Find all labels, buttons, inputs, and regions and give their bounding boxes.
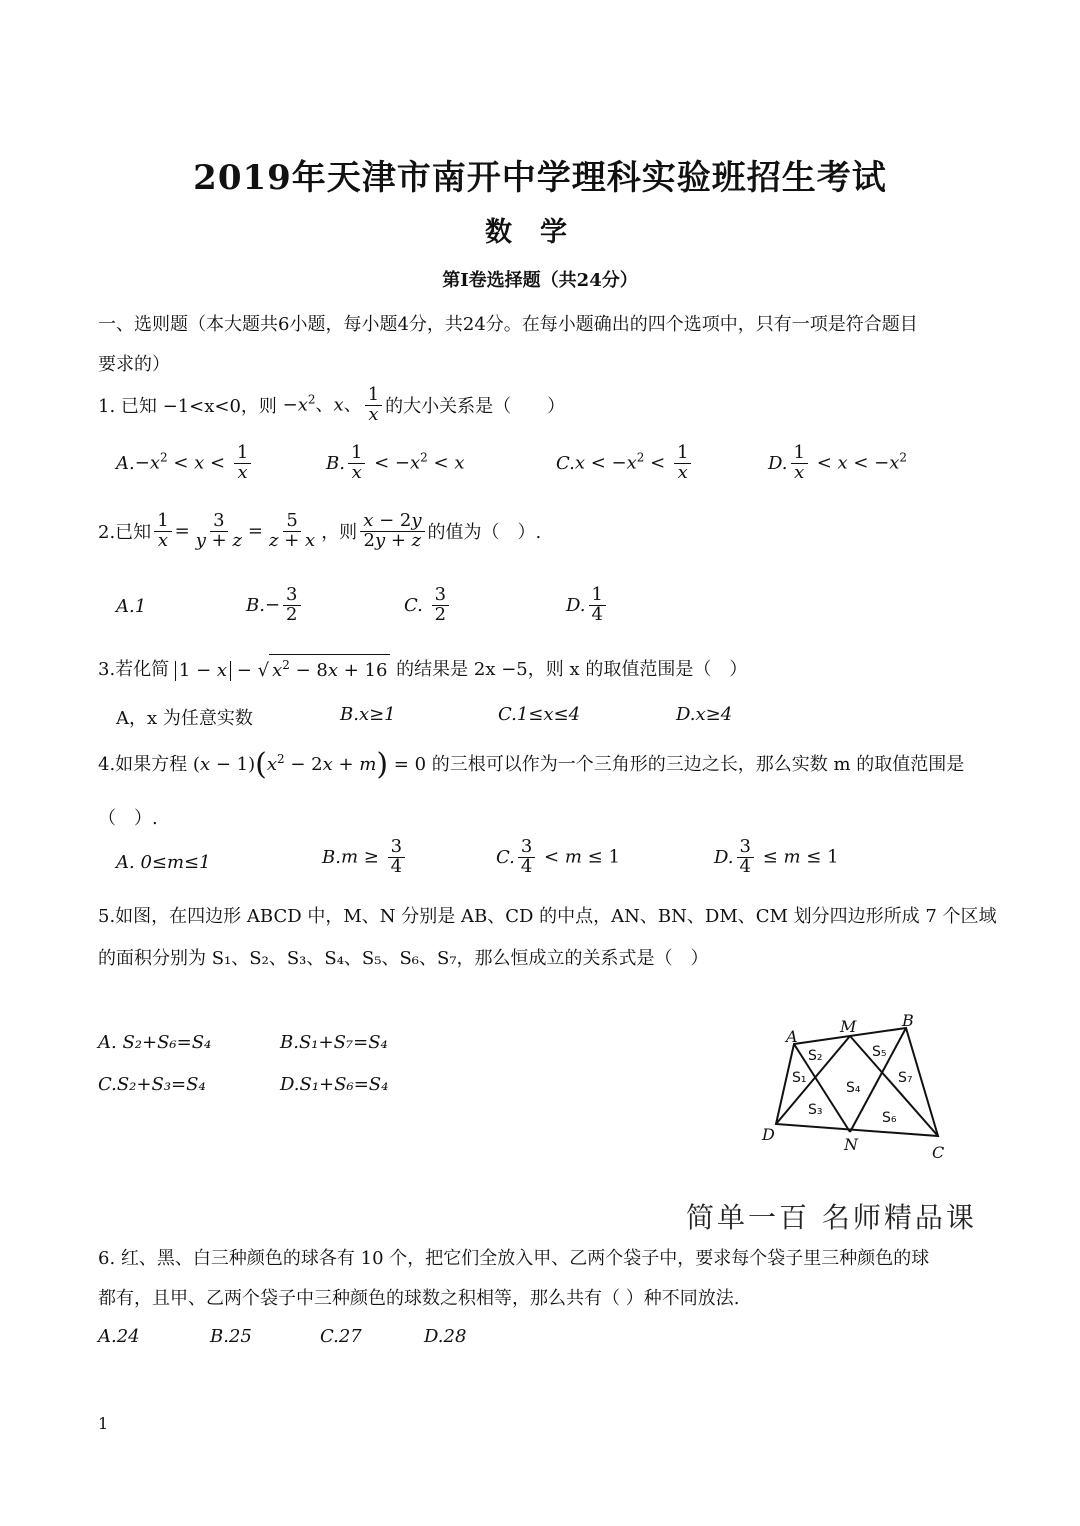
label-s5: S₅ xyxy=(872,1044,887,1060)
q1-option-d-label: D. xyxy=(768,452,788,474)
q3-option-b[interactable] xyxy=(340,704,396,725)
question-2-stem xyxy=(98,512,541,551)
q5-option-a-label: A. S₂+S₆=S₄ xyxy=(98,1032,212,1053)
q1-option-c[interactable]: C. $x < -x^2$ < $\frac{1}{x}$ xyxy=(556,444,694,483)
question-5-line-1: 5.如图，在四边形 ABCD 中，M、N 分别是 AB、CD 的中点，AN、BN、DM、CM 划分四边形所成 7 个区域 xyxy=(98,906,997,927)
q2-prefix: 2.已知 xyxy=(98,522,152,544)
q5-option-c[interactable] xyxy=(98,1074,206,1095)
q4-option-b-label: B. xyxy=(322,846,341,868)
subject-heading: 数学 xyxy=(485,217,595,248)
label-s4: S₄ xyxy=(846,1080,861,1096)
instructions-line-1: 一、选则题（本大题共6小题，每小题4分，共24分。在每小题确出的四个选项中，只有一项是符合题目 xyxy=(98,314,918,335)
q2-option-b-label: B. xyxy=(246,594,265,616)
question-6-line-1: 6. 红、黑、白三种颜色的球各有 10 个，把它们全放入甲、乙两个袋子中，要求每个袋子里三种颜色的球 xyxy=(98,1248,930,1269)
q4-expr: $(x - 1)(x^2 - 2x + m) = 0$ xyxy=(187,746,432,782)
question-1-stem xyxy=(98,386,565,425)
q2-option-c-label: C. xyxy=(404,594,423,616)
q3-suffix: 的结果是 2x −5，则 x 的取值范围是（ ） xyxy=(396,658,748,680)
q1-option-c-label: C. xyxy=(556,452,575,474)
q4-option-b[interactable]: B. m ≥ $\frac{3}{4}$ xyxy=(322,838,408,877)
q2-suffix: 的值为（ ）. xyxy=(427,522,542,544)
page-number: 1 xyxy=(98,1414,109,1433)
instructions-line-2: 要求的） xyxy=(98,354,170,375)
q2-then: ，则 xyxy=(321,522,358,544)
q4-option-c-label: C. xyxy=(496,846,515,868)
q2-option-a[interactable] xyxy=(116,596,146,617)
label-d: D xyxy=(762,1125,775,1144)
q5-option-b[interactable] xyxy=(280,1032,388,1053)
q1-prefix: 1. 已知 −1<x<0，则 xyxy=(98,396,277,418)
q4-option-d[interactable]: D. $\frac{3}{4}$ ≤ m ≤ 1 xyxy=(714,836,839,877)
q2-option-d-label: D. xyxy=(566,594,586,616)
q6-option-d[interactable] xyxy=(424,1326,466,1347)
q3-option-b-label: B.x≥1 xyxy=(340,704,396,725)
q4-option-c[interactable]: C. $\frac{3}{4}$ < m ≤ 1 xyxy=(496,836,620,877)
q3-option-d[interactable] xyxy=(676,704,732,725)
q6-option-c-label: C.27 xyxy=(320,1326,362,1347)
label-s6: S₆ xyxy=(882,1110,897,1126)
q2-option-c[interactable]: C. $\frac{3}{2}$ xyxy=(404,586,452,625)
q3-option-c[interactable] xyxy=(498,704,580,725)
q2-target: $\frac{x - 2y}{2y + z}$ xyxy=(357,512,427,551)
label-a: A xyxy=(786,1027,798,1046)
q2-expr: $\frac{1}{x}$ = $\frac{3}{y + z}$ = $\frac{5}{z + x}$ xyxy=(151,512,321,551)
q3-option-a[interactable] xyxy=(116,704,253,730)
q5-option-a[interactable] xyxy=(98,1032,211,1053)
q1-option-a-label: A. xyxy=(116,452,135,474)
label-c: C xyxy=(932,1143,945,1162)
question-3-stem xyxy=(98,654,747,681)
label-m: M xyxy=(840,1017,857,1036)
q1-expr: $-x^2$、x、 $\frac{1}{x}$ xyxy=(277,386,385,425)
watermark-text: 简单一百 名师精品课 xyxy=(686,1201,977,1234)
section-heading: 第I卷选择题（共24分） xyxy=(442,270,638,291)
q6-option-a-label: A.24 xyxy=(98,1326,140,1347)
q4-option-a[interactable] xyxy=(116,852,211,873)
q4-line-2: （ ）. xyxy=(98,808,158,829)
label-b: B xyxy=(902,1011,914,1030)
label-s1: S₁ xyxy=(792,1070,807,1086)
q6-option-c[interactable] xyxy=(320,1326,362,1347)
q3-prefix: 3.若化简 xyxy=(98,658,170,680)
question-6-line-2: 都有，且甲、乙两个袋子中三种颜色的球数之积相等，那么共有（ ）种不同放法. xyxy=(98,1288,740,1309)
q4-option-d-label: D. xyxy=(714,846,734,868)
q1-option-b[interactable]: B. $\frac{1}{x}$ < $-x^2 < x$ xyxy=(326,442,465,483)
label-s7: S₇ xyxy=(898,1070,913,1086)
q1-option-b-label: B. xyxy=(326,452,345,474)
q2-option-a-label: A.1 xyxy=(116,596,147,617)
q1-mid: 的大小关系是（ ） xyxy=(385,396,566,418)
quadrilateral-figure xyxy=(750,1010,990,1170)
q1-option-a[interactable]: A. $-x^2 < x$ < $\frac{1}{x}$ xyxy=(116,444,254,483)
q6-option-b[interactable] xyxy=(210,1326,252,1347)
q3-option-d-label: D.x≥4 xyxy=(676,704,733,725)
q1-option-d[interactable]: D. $\frac{1}{x}$ < $x < -x^2$ xyxy=(768,442,908,483)
question-4-stem xyxy=(98,746,965,782)
q3-expr: 1 − x − √ $x^2 - 8x + 16$ xyxy=(169,654,396,681)
label-s2: S₂ xyxy=(808,1048,823,1064)
q2-option-d[interactable]: D. $\frac{1}{4}$ xyxy=(566,586,609,625)
q4-suffix: 的三根可以作为一个三角形的三边之长，那么实数 m 的取值范围是 xyxy=(431,754,965,775)
q2-option-b[interactable]: B. − $\frac{3}{2}$ xyxy=(246,586,304,625)
q6-option-a[interactable] xyxy=(98,1326,140,1347)
q4-prefix: 4.如果方程 xyxy=(98,754,188,775)
q3-option-c-label: C.1≤x≤4 xyxy=(498,704,581,725)
label-n: N xyxy=(844,1135,858,1154)
q5-option-d-label: D.S₁+S₆=S₄ xyxy=(280,1074,389,1095)
question-5-line-2: 的面积分别为 S₁、S₂、S₃、S₄、S₅、S₆、S₇，那么恒成立的关系式是（ ） xyxy=(98,948,709,969)
q6-option-b-label: B.25 xyxy=(210,1326,252,1347)
q5-option-b-label: B.S₁+S₇=S₄ xyxy=(280,1032,388,1053)
q5-option-c-label: C.S₂+S₃=S₄ xyxy=(98,1074,206,1095)
exam-title: 2019年天津市南开中学理科实验班招生考试 xyxy=(193,158,887,198)
q5-option-d[interactable] xyxy=(280,1074,388,1095)
q3-option-a-label: A，x 为任意实数 xyxy=(116,708,253,729)
label-s3: S₃ xyxy=(808,1102,823,1118)
q4-option-a-label: A. 0≤m≤1 xyxy=(116,852,211,873)
q6-option-d-label: D.28 xyxy=(424,1326,467,1347)
